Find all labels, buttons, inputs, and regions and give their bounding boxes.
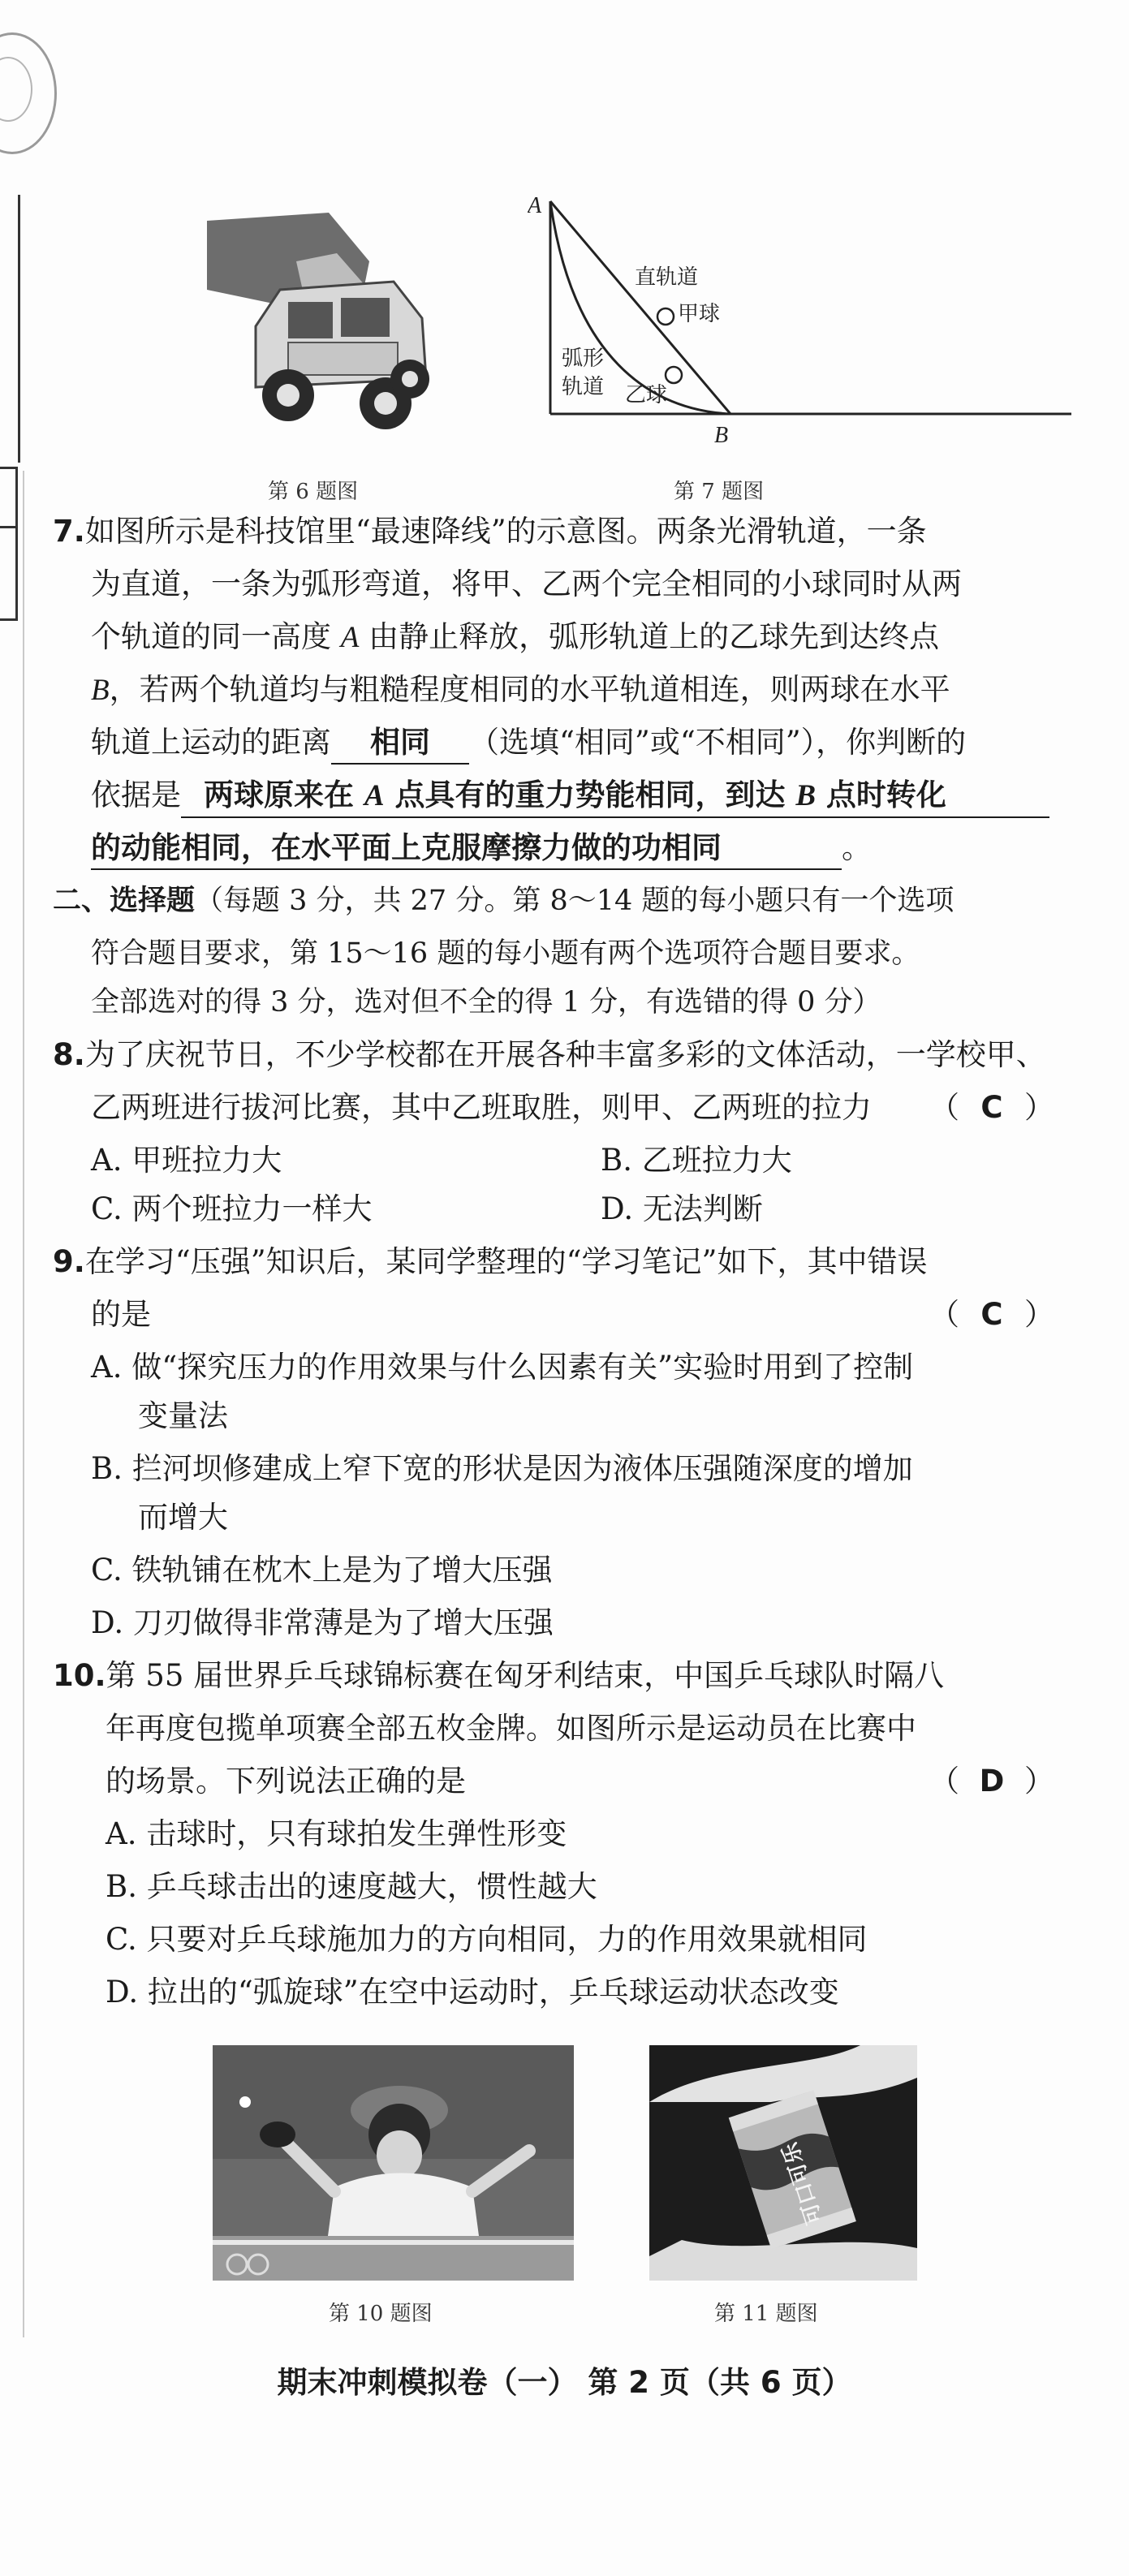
q10-line-1: 10.第 55 届世界乒乓球锦标赛在匈牙利结束，中国乒乓球队时隔八 bbox=[53, 1658, 945, 1693]
q9-line-1: 9.在学习“压强”知识后，某同学整理的“学习笔记”如下，其中错误 bbox=[53, 1244, 928, 1279]
q7-blank-1[interactable]: 相同 bbox=[331, 722, 469, 765]
q7-line-2: 为直道，一条为弧形弯道，将甲、乙两个完全相同的小球同时从两 bbox=[91, 566, 962, 601]
q10-option-b: B. 乒乓球击出的速度越大，惯性越大 bbox=[106, 1869, 597, 1904]
q10-line-2: 年再度包揽单项赛全部五枚金牌。如图所示是运动员在比赛中 bbox=[106, 1711, 916, 1746]
figure-11-can-photo bbox=[649, 2045, 917, 2281]
figure-6-caption: 第 6 题图 bbox=[268, 480, 359, 504]
q7-line-1 bbox=[53, 511, 927, 552]
q9-answer-box: （ C ） bbox=[929, 1294, 1054, 1335]
q8-line-2: 乙两班进行拔河比赛，其中乙班取胜，则甲、乙两班的拉力 bbox=[91, 1090, 872, 1125]
binding-edge-line bbox=[18, 195, 20, 463]
q7-text-1: 如图所示是科技馆里“最速降线”的示意图。两条光滑轨道，一条 bbox=[84, 514, 927, 549]
q9-option-c: C. 铁轨铺在枕木上是为了增大压强 bbox=[91, 1553, 553, 1587]
figure-7-descent-tracks-diagram bbox=[528, 195, 1079, 454]
margin-rule bbox=[23, 471, 24, 2337]
q8-option-c: C. 两个班拉力一样大 bbox=[91, 1191, 373, 1226]
page-footer: 期末冲刺模拟卷（一） 第 2 页（共 6 页） bbox=[277, 2365, 852, 2400]
q10-line-3: 的场景。下列说法正确的是 bbox=[106, 1764, 466, 1798]
section-2-line-2: 符合题目要求，第 15～16 题的每小题有两个选项符合题目要求。 bbox=[91, 937, 920, 970]
fig7-label-curved-2: 轨道 bbox=[562, 375, 605, 399]
fig7-label-a: A bbox=[528, 195, 542, 218]
q9-option-b-2: 而增大 bbox=[138, 1500, 228, 1535]
q9-line-2: 的是 bbox=[91, 1297, 151, 1332]
q7-line-5: 轨道上运动的距离 相同 （选填“相同”或“不相同”），你判断的 bbox=[91, 722, 966, 765]
q8-option-d: D. 无法判断 bbox=[601, 1191, 763, 1226]
q9-option-d: D. 刀刃做得非常薄是为了增大压强 bbox=[91, 1605, 554, 1640]
q9-option-a-1: A. 做“探究压力的作用效果与什么因素有关”实验时用到了控制 bbox=[91, 1350, 914, 1385]
q7-line-3: 个轨道的同一高度 A 由静止释放，弧形轨道上的乙球先到达终点 bbox=[91, 619, 940, 654]
q9-option-a-2: 变量法 bbox=[138, 1398, 228, 1433]
q10-answer[interactable]: D bbox=[979, 1764, 1005, 1798]
figure-11-caption: 第 11 题图 bbox=[714, 2302, 818, 2326]
section-2-line-1: 二、选择题（每题 3 分，共 27 分。第 8～14 题的每小题只有一个选项 bbox=[53, 884, 954, 917]
q8-answer-box: （ C ） bbox=[929, 1088, 1054, 1128]
q8-line-1: 8.为了庆祝节日，不少学校都在开展各种丰富多彩的文体活动，一学校甲、 bbox=[53, 1037, 1046, 1072]
q7-blank-2a[interactable]: 两球原来在 A 点具有的重力势能相同，到达 B 点时转化 bbox=[181, 775, 1049, 818]
binding-edge-box bbox=[0, 467, 18, 621]
fig7-label-b: B bbox=[714, 423, 729, 448]
q7-number: 7. bbox=[53, 514, 85, 549]
fig7-label-curved-1: 弧形 bbox=[562, 347, 605, 371]
q7-line-6: 依据是 两球原来在 A 点具有的重力势能相同，到达 B 点时转化 bbox=[91, 775, 1049, 818]
q10-option-c: C. 只要对乒乓球施加力的方向相同，力的作用效果就相同 bbox=[106, 1922, 868, 1957]
q8-answer[interactable]: C bbox=[980, 1090, 1003, 1125]
q7-blank-2b[interactable]: 的动能相同，在水平面上克服摩擦力做的功相同 bbox=[91, 828, 842, 870]
figure-10-table-tennis-photo bbox=[213, 2045, 574, 2281]
can-brand-label: 可口可乐 bbox=[778, 2139, 828, 2228]
q9-answer[interactable]: C bbox=[980, 1297, 1003, 1332]
fig7-label-ball-yi: 乙球 bbox=[625, 383, 668, 407]
q10-answer-box: （ D ） bbox=[929, 1761, 1054, 1802]
figure-6-toy-car-image bbox=[207, 213, 459, 448]
q10-option-d: D. 拉出的“弧旋球”在空中运动时，乒乓球运动状态改变 bbox=[106, 1975, 839, 2010]
q10-option-a: A. 击球时，只有球拍发生弹性形变 bbox=[106, 1816, 567, 1851]
q7-line-4: B，若两个轨道均与粗糙程度相同的水平轨道相连，则两球在水平 bbox=[91, 672, 950, 707]
section-2-title: 二、选择题 bbox=[53, 884, 196, 917]
q7-line-7: 的动能相同，在水平面上克服摩擦力做的功相同 。 bbox=[91, 828, 872, 870]
section-2-line-3: 全部选对的得 3 分，选对但不全的得 1 分，有选错的得 0 分） bbox=[91, 986, 881, 1019]
q8-option-a: A. 甲班拉力大 bbox=[91, 1143, 282, 1178]
fig7-label-ball-jia: 甲球 bbox=[678, 302, 721, 326]
figure-7-caption: 第 7 题图 bbox=[674, 480, 765, 504]
q9-option-b-1: B. 拦河坝修建成上窄下宽的形状是因为液体压强随深度的增加 bbox=[91, 1451, 913, 1486]
figure-10-caption: 第 10 题图 bbox=[329, 2302, 433, 2326]
q8-option-b: B. 乙班拉力大 bbox=[601, 1143, 792, 1178]
fig7-label-straight-track: 直轨道 bbox=[635, 265, 699, 290]
